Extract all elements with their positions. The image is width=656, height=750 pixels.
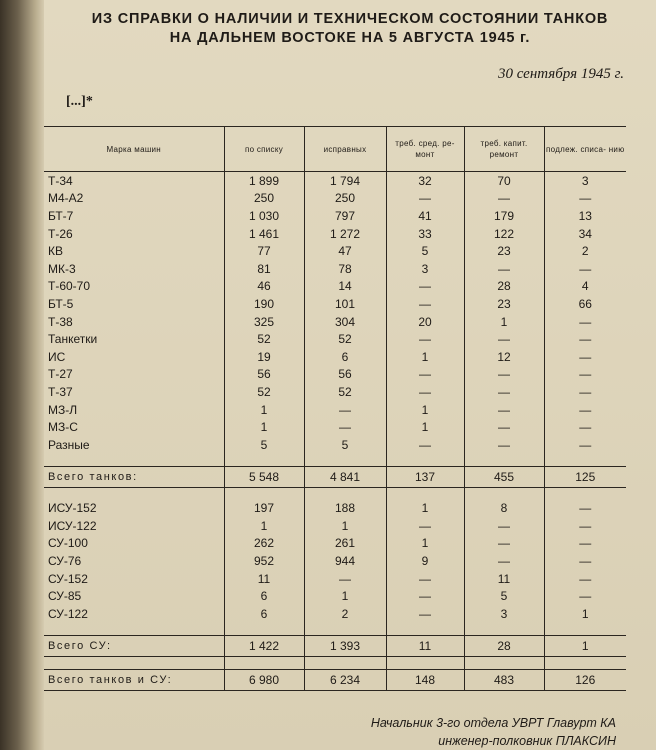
row-value: — (544, 500, 626, 518)
row-value: 1 (224, 418, 304, 436)
row-value: — (304, 570, 386, 588)
row-value: — (464, 517, 544, 535)
row-label: Т-37 (48, 384, 73, 399)
row-value: 66 (544, 295, 626, 313)
book-gutter-shadow (0, 0, 44, 750)
row-value: — (544, 535, 626, 553)
row-value: 1 (386, 500, 464, 518)
row-value: 179 (464, 207, 544, 225)
row-value: 78 (304, 260, 386, 278)
row-value: 197 (224, 500, 304, 518)
row-value: 52 (224, 383, 304, 401)
row-value: 6 (304, 348, 386, 366)
row-value: 23 (464, 295, 544, 313)
row-value: 1 393 (304, 635, 386, 656)
row-value: 11 (464, 570, 544, 588)
row-value: 1 (544, 605, 626, 623)
row-value: — (464, 552, 544, 570)
row-value: — (464, 383, 544, 401)
row-value: 52 (224, 330, 304, 348)
row-value: — (544, 383, 626, 401)
row-label: СУ-85 (48, 589, 82, 604)
row-label: МК-3 (48, 261, 76, 276)
row-value: 81 (224, 260, 304, 278)
header-model: Марка машин (44, 127, 224, 172)
row-value: 2 (304, 605, 386, 623)
row-value: — (544, 330, 626, 348)
row-value: 3 (386, 260, 464, 278)
row-label: Т-60-70 (48, 279, 91, 294)
table-row (44, 278, 626, 296)
row-label: СУ-122 (48, 606, 88, 621)
row-value: — (544, 552, 626, 570)
table-row (44, 172, 626, 190)
table-row (44, 366, 626, 384)
row-value: — (544, 570, 626, 588)
document-date: 30 сентября 1945 г. (497, 66, 624, 82)
signature-line-1: Начальник 3-го отдела УВРТ Главурт КА (370, 716, 616, 730)
signature-block (286, 714, 616, 750)
row-value: — (544, 418, 626, 436)
row-value: 250 (224, 190, 304, 208)
table-row (44, 313, 626, 331)
row-label: СУ-76 (48, 554, 82, 569)
row-value: — (464, 190, 544, 208)
table-row (44, 517, 626, 535)
row-value: — (386, 295, 464, 313)
row-value: — (386, 517, 464, 535)
row-spacer (44, 656, 626, 669)
row-label: М4-А2 (48, 191, 84, 206)
row-label: ИС (48, 349, 66, 364)
row-value: 5 (224, 436, 304, 454)
su-total-row (44, 635, 626, 656)
row-value: — (386, 436, 464, 454)
row-value: 3 (464, 605, 544, 623)
row-value: 1 794 (304, 172, 386, 190)
row-value: 1 (304, 587, 386, 605)
table-row (44, 242, 626, 260)
row-value: — (464, 401, 544, 419)
row-label: МЗ-Л (48, 402, 78, 417)
row-value: 77 (224, 242, 304, 260)
row-value: 1 (386, 535, 464, 553)
row-value: 1 (386, 348, 464, 366)
row-value: — (464, 260, 544, 278)
row-value: 5 548 (224, 466, 304, 487)
grand-total-row (44, 669, 626, 690)
table-row (44, 207, 626, 225)
row-value: — (464, 330, 544, 348)
table-row (44, 587, 626, 605)
row-value: — (386, 570, 464, 588)
table-row (44, 605, 626, 623)
table-row (44, 570, 626, 588)
row-value: 455 (464, 466, 544, 487)
row-value: 148 (386, 669, 464, 690)
row-value: 6 (224, 587, 304, 605)
row-label: СУ-100 (48, 536, 88, 551)
row-value: 14 (304, 278, 386, 296)
row-value: 1 (224, 401, 304, 419)
row-value: 797 (304, 207, 386, 225)
row-value: — (544, 436, 626, 454)
row-value: 11 (224, 570, 304, 588)
row-value: 325 (224, 313, 304, 331)
row-label: Т-26 (48, 226, 73, 241)
row-label: ИСУ-122 (48, 518, 97, 533)
row-value: 1 (544, 635, 626, 656)
row-label: МЗ-С (48, 420, 78, 435)
row-value: 188 (304, 500, 386, 518)
row-value: 11 (386, 635, 464, 656)
row-spacer (44, 623, 626, 636)
row-value: 101 (304, 295, 386, 313)
row-value: 3 (544, 172, 626, 190)
row-value: 122 (464, 225, 544, 243)
row-spacer (44, 454, 626, 467)
row-value: 6 980 (224, 669, 304, 690)
row-value: 125 (544, 466, 626, 487)
row-value: — (464, 366, 544, 384)
table-row (44, 295, 626, 313)
row-value: — (544, 587, 626, 605)
row-label: Танкетки (48, 332, 98, 347)
row-value: — (386, 330, 464, 348)
row-value: 8 (464, 500, 544, 518)
row-value: 9 (386, 552, 464, 570)
row-value: 28 (464, 278, 544, 296)
row-label: Т-34 (48, 173, 73, 188)
row-value: 261 (304, 535, 386, 553)
row-value: — (464, 418, 544, 436)
header-serviceable: исправных (304, 127, 386, 172)
tank-total-row (44, 466, 626, 487)
row-value: 1 422 (224, 635, 304, 656)
row-value: 1 030 (224, 207, 304, 225)
header-by-list: по списку (224, 127, 304, 172)
row-value: 1 272 (304, 225, 386, 243)
table-row (44, 418, 626, 436)
row-value: 47 (304, 242, 386, 260)
row-value: 1 (304, 517, 386, 535)
row-label: Всего СУ: (44, 635, 224, 656)
row-value: 1 (386, 401, 464, 419)
row-value: 250 (304, 190, 386, 208)
row-value: — (464, 535, 544, 553)
row-value: 6 234 (304, 669, 386, 690)
row-value: — (304, 401, 386, 419)
row-value: 20 (386, 313, 464, 331)
row-label: Т-38 (48, 314, 73, 329)
row-value: 1 (224, 517, 304, 535)
row-value: 52 (304, 330, 386, 348)
row-value: 126 (544, 669, 626, 690)
row-value: — (304, 418, 386, 436)
row-label: ИСУ-152 (48, 501, 97, 516)
row-value: — (464, 436, 544, 454)
row-value: 1 (386, 418, 464, 436)
row-value: 5 (464, 587, 544, 605)
header-write-off: подлеж. списа- нию (544, 127, 626, 172)
signature-line-2: инженер-полковник ПЛАКСИН (438, 734, 616, 748)
row-value: — (386, 190, 464, 208)
row-value: 952 (224, 552, 304, 570)
row-value: 262 (224, 535, 304, 553)
table-row (44, 348, 626, 366)
row-label: Т-27 (48, 367, 73, 382)
row-value: — (544, 348, 626, 366)
row-value: — (544, 313, 626, 331)
row-value: 6 (224, 605, 304, 623)
table-row (44, 330, 626, 348)
row-value: — (544, 190, 626, 208)
row-value: 56 (304, 366, 386, 384)
row-value: 4 (544, 278, 626, 296)
row-label: КВ (48, 244, 63, 259)
row-value: 12 (464, 348, 544, 366)
row-value: 41 (386, 207, 464, 225)
title-line-2: НА ДАЛЬНЕМ ВОСТОКЕ НА 5 АВГУСТА 1945 г. (169, 30, 531, 46)
row-value: 13 (544, 207, 626, 225)
tank-status-table (44, 126, 626, 691)
table-row (44, 383, 626, 401)
row-value: 33 (386, 225, 464, 243)
row-value: 1 461 (224, 225, 304, 243)
row-value: 32 (386, 172, 464, 190)
table-row (44, 225, 626, 243)
row-value: 34 (544, 225, 626, 243)
row-value: — (544, 401, 626, 419)
row-label: Всего танков и СУ: (44, 669, 224, 690)
row-value: 483 (464, 669, 544, 690)
row-value: 52 (304, 383, 386, 401)
row-spacer (44, 487, 626, 500)
row-value: 944 (304, 552, 386, 570)
row-value: — (386, 587, 464, 605)
row-value: 56 (224, 366, 304, 384)
row-value: — (386, 366, 464, 384)
table-header-row (44, 127, 626, 172)
table-row (44, 436, 626, 454)
row-label: СУ-152 (48, 571, 88, 586)
row-value: — (386, 605, 464, 623)
row-value: 304 (304, 313, 386, 331)
row-value: — (544, 366, 626, 384)
header-medium-repair: треб. сред. ре- монт (386, 127, 464, 172)
row-value: 2 (544, 242, 626, 260)
table-row (44, 535, 626, 553)
row-label: Разные (48, 437, 90, 452)
row-value: 19 (224, 348, 304, 366)
row-value: 1 899 (224, 172, 304, 190)
row-value: 5 (386, 242, 464, 260)
row-value: — (544, 260, 626, 278)
table-row (44, 401, 626, 419)
row-value: 1 (464, 313, 544, 331)
title-line-1: ИЗ СПРАВКИ О НАЛИЧИИ И ТЕХНИЧЕСКОМ СОСТОЯНИИ ТАНКОВ (91, 11, 609, 27)
document-title (44, 10, 656, 48)
row-label: БТ-7 (48, 208, 74, 223)
table-row (44, 260, 626, 278)
table-row (44, 190, 626, 208)
row-value: 70 (464, 172, 544, 190)
row-value: 4 841 (304, 466, 386, 487)
row-value: 5 (304, 436, 386, 454)
row-value: 46 (224, 278, 304, 296)
row-value: 23 (464, 242, 544, 260)
row-label: Всего танков: (44, 466, 224, 487)
omission-marker: [...]* (66, 94, 93, 109)
row-value: 28 (464, 635, 544, 656)
row-value: — (544, 517, 626, 535)
row-label: БТ-5 (48, 296, 74, 311)
row-value: — (386, 383, 464, 401)
row-value: 190 (224, 295, 304, 313)
header-capital-repair: треб. капит. ремонт (464, 127, 544, 172)
table-body (44, 172, 626, 691)
table-row (44, 552, 626, 570)
row-value: — (386, 278, 464, 296)
row-value: 137 (386, 466, 464, 487)
table-row (44, 500, 626, 518)
